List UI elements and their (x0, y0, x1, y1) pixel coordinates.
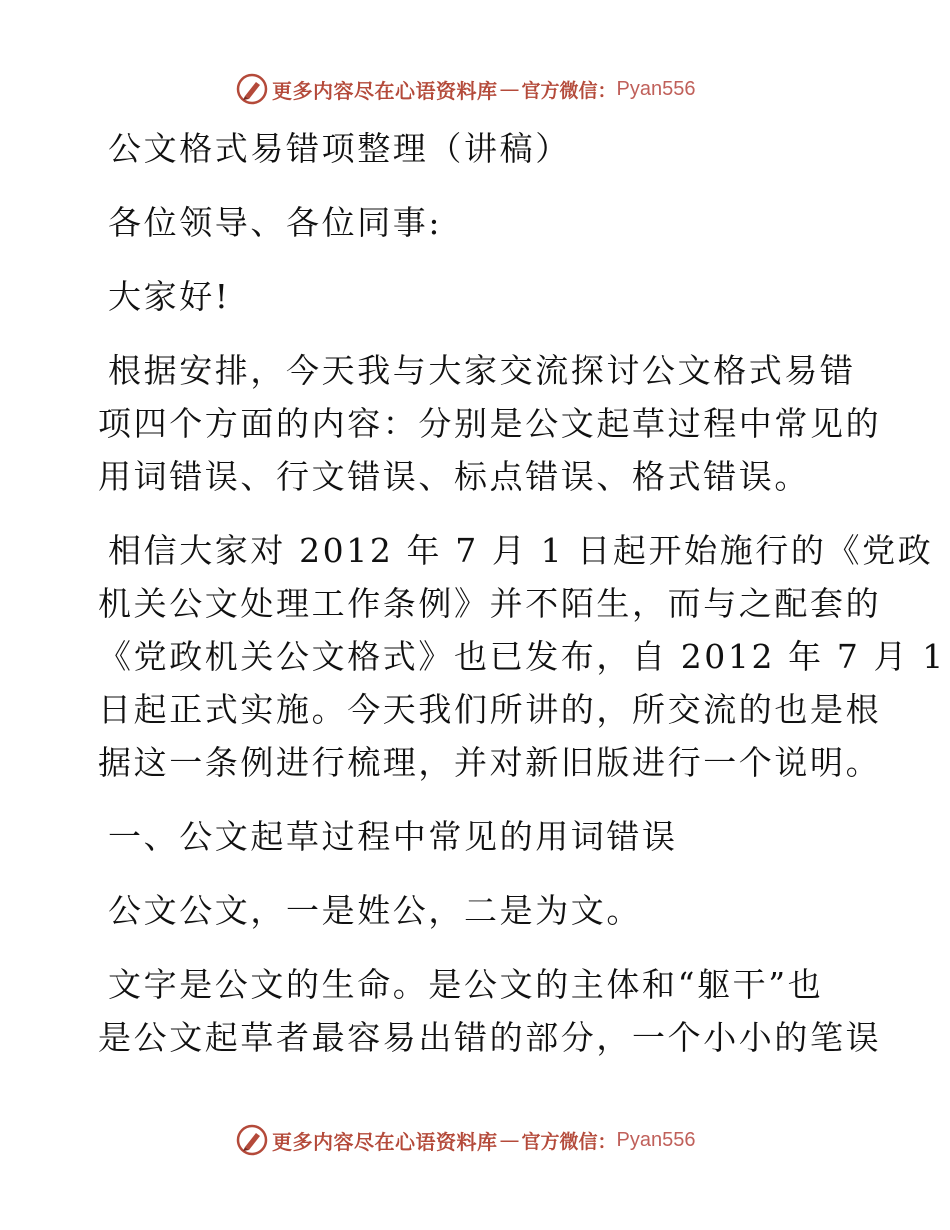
paragraph-3: 公文公文，一是姓公，二是为文。 (108, 891, 642, 930)
section-heading: 一、公文起草过程中常见的用词错误 (108, 817, 678, 856)
document-body (98, 122, 946, 1064)
document-title: 公文格式易错项整理（讲稿） (108, 129, 571, 168)
pen-logo-icon (236, 73, 268, 105)
watermark-sub-text: 官方微信： (521, 79, 617, 102)
paragraph-line: 项四个方面的内容：分别是公文起草过程中常见的 (98, 404, 882, 443)
pen-logo-icon (236, 1124, 268, 1156)
paragraph-line: 根据安排，今天我与大家交流探讨公文格式易错 (108, 351, 856, 390)
footer-watermark (236, 1123, 695, 1157)
paragraph-line: 《党政机关公文格式》也已发布，自 2012 年 7 月 1 (98, 637, 946, 676)
watermark-handle: Pyan556 (616, 77, 696, 100)
paragraph-line: 据这一条例进行梳理，并对新旧版进行一个说明。 (98, 743, 882, 782)
paragraph-line: 用词错误、行文错误、标点错误、格式错误。 (98, 457, 810, 496)
paragraph-2 (98, 524, 946, 789)
watermark-dash: — (499, 1128, 520, 1152)
watermark-dash: — (499, 77, 520, 101)
header-watermark (236, 72, 695, 106)
paragraph-4 (98, 958, 882, 1064)
greeting: 各位领导、各位同事: (108, 203, 443, 242)
paragraph-line: 日起正式实施。今天我们所讲的，所交流的也是根 (98, 690, 882, 729)
watermark-handle: Pyan556 (616, 1128, 696, 1151)
paragraph-line: 是公文起草者最容易出错的部分，一个小小的笔误 (98, 1018, 882, 1057)
watermark-main-text: 更多内容尽在心语资料库 (272, 1129, 498, 1154)
paragraph-1 (98, 344, 882, 503)
watermark-sub-text: 官方微信： (521, 1130, 617, 1153)
paragraph-line: 机关公文处理工作条例》并不陌生，而与之配套的 (98, 584, 882, 623)
paragraph-line: 相信大家对 2012 年 7 月 1 日起开始施行的《党政 (108, 531, 934, 570)
watermark-main-text: 更多内容尽在心语资料库 (272, 78, 498, 103)
hello: 大家好! (108, 277, 231, 316)
paragraph-line: 文字是公文的生命。是公文的主体和“躯干”也 (108, 965, 824, 1004)
